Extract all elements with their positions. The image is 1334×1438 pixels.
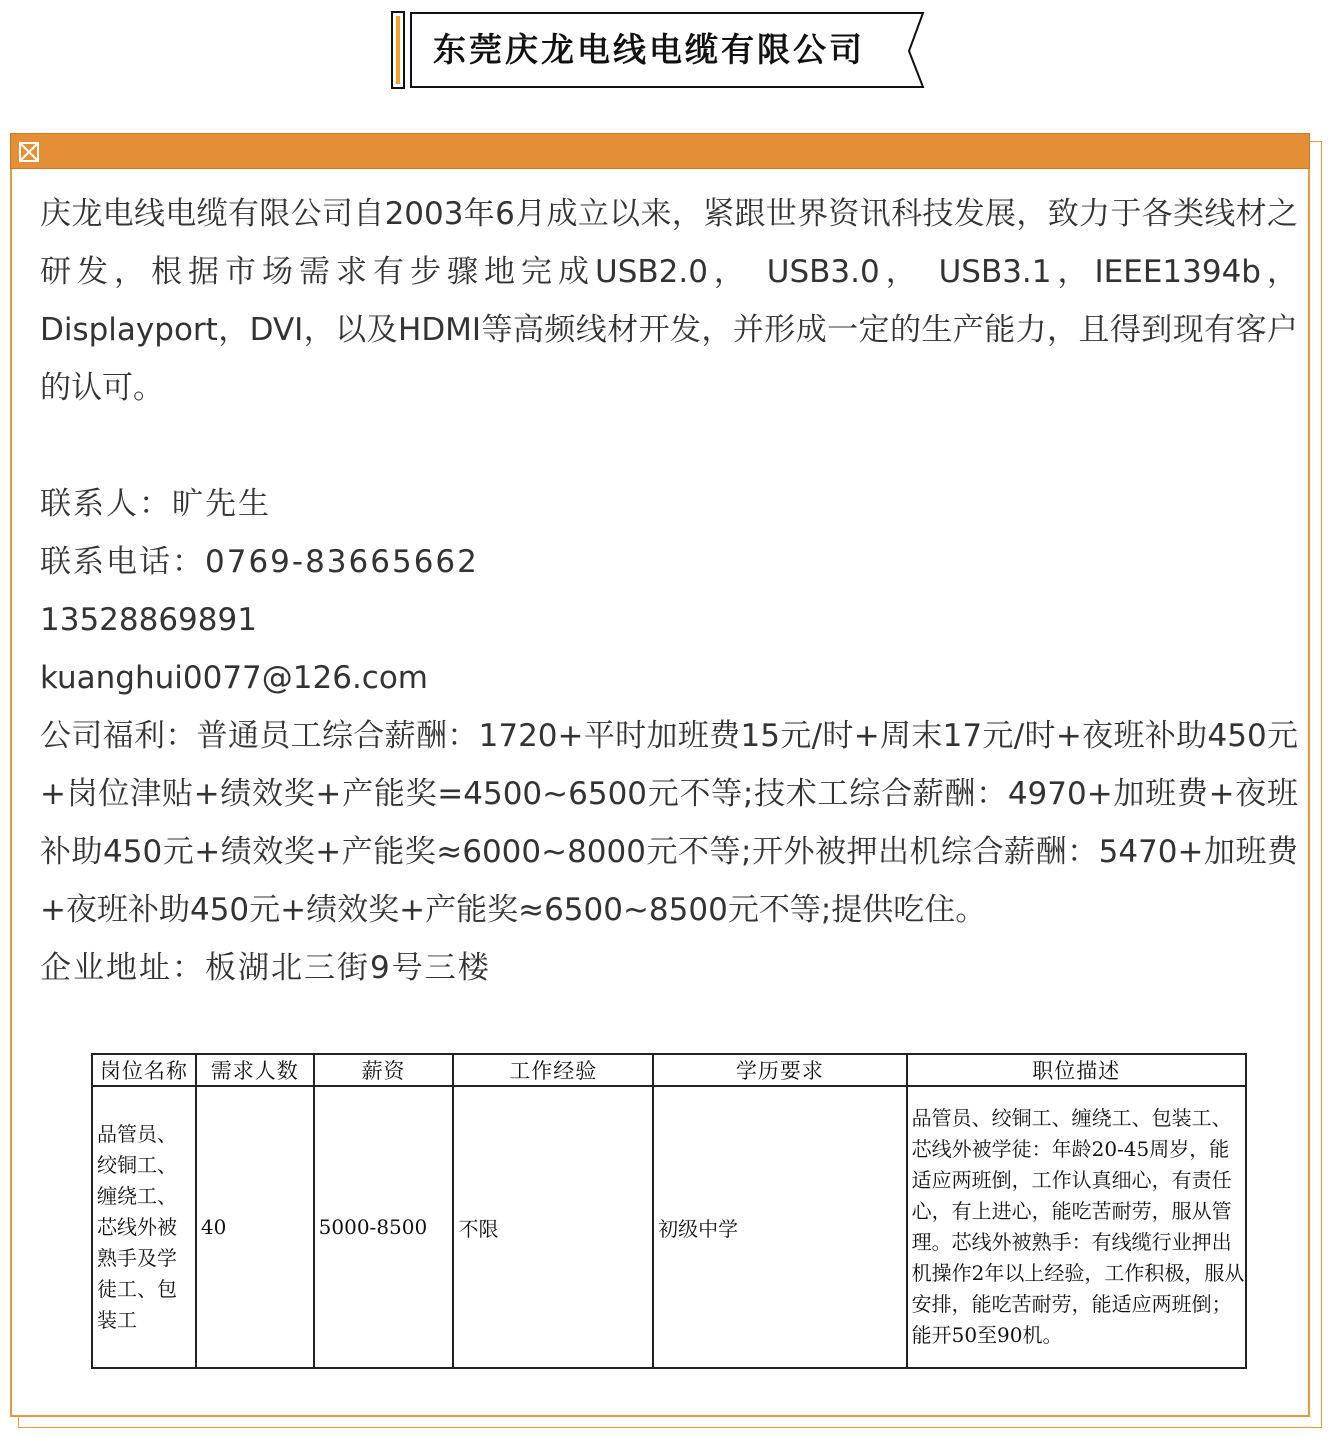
header-education: 学历要求 bbox=[653, 1054, 907, 1086]
table-row bbox=[92, 1086, 1246, 1368]
banner-accent-fill bbox=[396, 16, 400, 84]
contact-phone: 联系电话：0769-83665662 bbox=[40, 544, 479, 580]
card-body bbox=[40, 185, 1298, 997]
header-description: 职位描述 bbox=[907, 1054, 1246, 1086]
cell-headcount: 40 bbox=[196, 1086, 314, 1368]
company-intro: 庆龙电线电缆有限公司自2003年6月成立以来，紧跟世界资讯科技发展，致力于各类线材之研发，根据市场需求有步骤地完成USB2.0， USB3.0， USB3.1，IEEE1394b，Displayport，DVI，以及HDMI等高频线材开发，并形成一定的生产能力，且得到现有客户的认可。 bbox=[40, 196, 1298, 406]
header-headcount: 需求人数 bbox=[196, 1054, 314, 1086]
header-experience: 工作经验 bbox=[453, 1054, 653, 1086]
cell-salary: 5000-8500 bbox=[314, 1086, 454, 1368]
header-salary: 薪资 bbox=[314, 1054, 454, 1086]
company-address: 企业地址：板湖北三街9号三楼 bbox=[40, 950, 491, 986]
job-table-wrapper bbox=[91, 1053, 1247, 1369]
job-table bbox=[91, 1053, 1247, 1369]
table-header-row bbox=[92, 1054, 1246, 1086]
card-header-bar bbox=[10, 133, 1310, 169]
cell-experience: 不限 bbox=[453, 1086, 653, 1368]
email-address: kuanghui0077@126.com bbox=[40, 660, 428, 696]
company-info-card bbox=[10, 133, 1310, 1417]
mobile-number: 13528869891 bbox=[40, 602, 257, 638]
header-position: 岗位名称 bbox=[92, 1054, 196, 1086]
cell-education: 初级中学 bbox=[653, 1086, 907, 1368]
contact-person: 联系人：旷先生 bbox=[40, 486, 271, 522]
cell-position: 品管员、绞铜工、缠绕工、芯线外被熟手及学徒工、包装工 bbox=[92, 1086, 196, 1368]
close-box-icon[interactable] bbox=[19, 142, 39, 162]
title-banner bbox=[391, 11, 931, 91]
spacer bbox=[40, 417, 1298, 475]
cell-description: 品管员、绞铜工、缠绕工、包装工、芯线外被学徒：年龄20-45周岁，能适应两班倒，工作认真细心，有责任心，有上进心，能吃苦耐劳，服从管理。芯线外被熟手：有线缆行业押出机操作2年以上经验，工作积极，服从安排，能吃苦耐劳，能适应两班倒；能开50至90机。 bbox=[907, 1086, 1246, 1368]
company-benefits: 公司福利：普通员工综合薪酬：1720+平时加班费15元/时+周末17元/时+夜班补助450元+岗位津贴+绩效奖+产能奖=4500~6500元不等;技术工综合薪酬：4970+加班费+夜班补助450元+绩效奖+产能奖≈6000~8000元不等;开外被押出机综合薪酬：5470+加班费+夜班补助450元+绩效奖+产能奖≈6500~8500元不等;提供吃住。 bbox=[40, 718, 1298, 928]
company-title: 东莞庆龙电线电缆有限公司 bbox=[433, 30, 865, 69]
banner-accent-bar bbox=[391, 11, 405, 89]
